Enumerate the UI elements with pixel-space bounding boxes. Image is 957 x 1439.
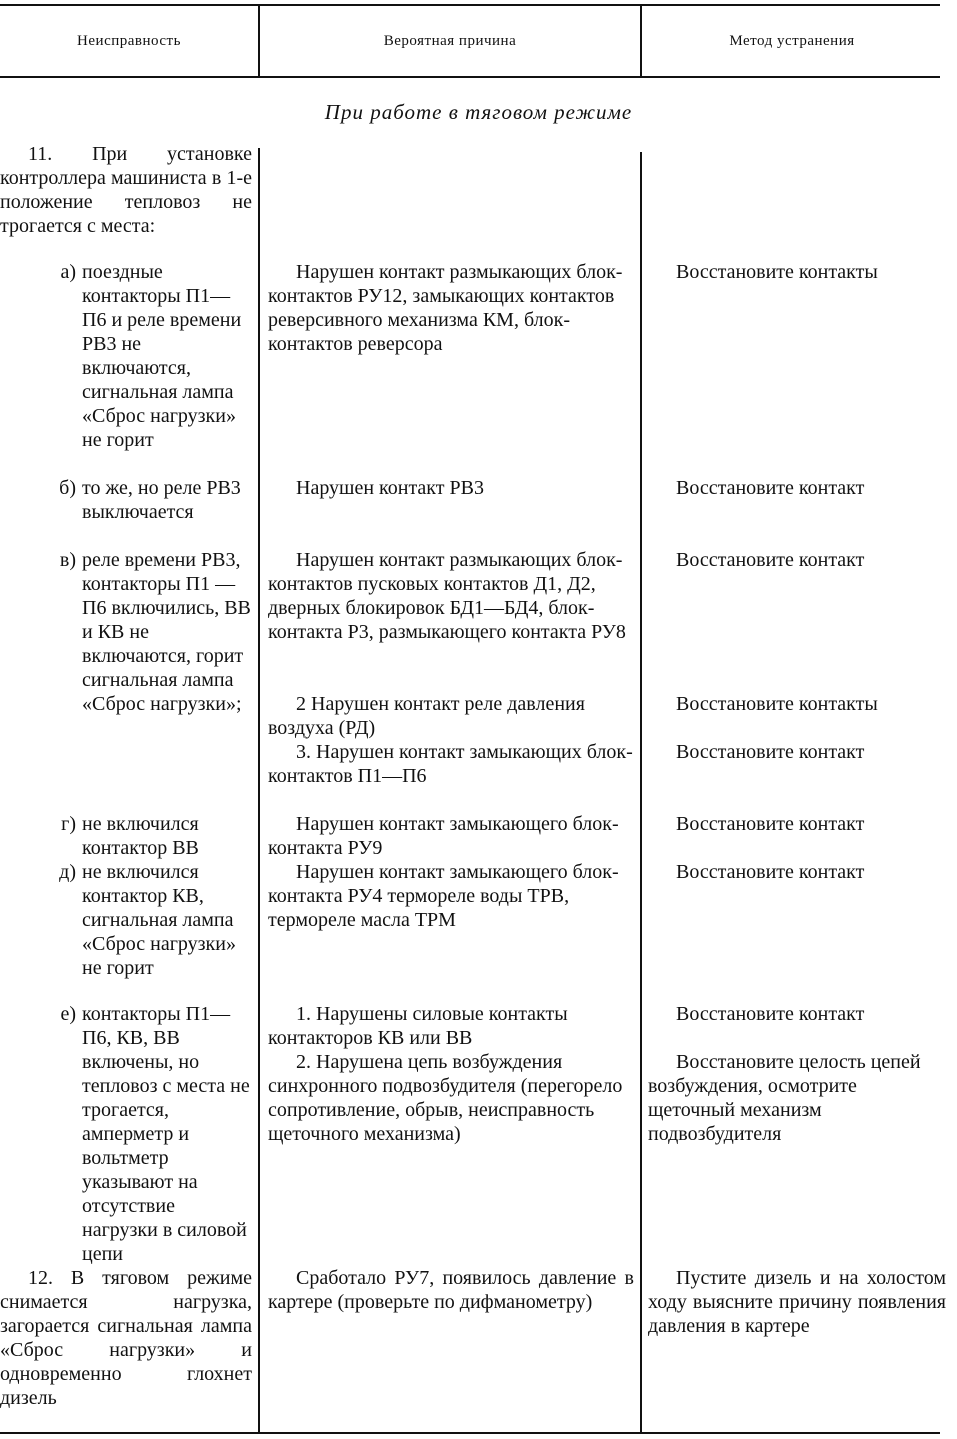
cause-11d: Нарушен контакт замыкающего блок-контакта РУ4 термореле воды ТРВ, термореле масла ТРМ: [268, 861, 619, 931]
cause-11v-1: Нарушен контакт размыкающих блок-контактов пусковых контактов Д1, Д2, дверных блокировок БД1—БД4, блок-контакта Р3, размыкающего контакта РУ8: [268, 549, 626, 643]
remedy-11e-1: Восстановите контакт: [676, 1003, 865, 1025]
cause-11e-2: 2. Нарушена цепь возбуждения синхронного подвозбудителя (перегорело сопротивление, обрыв, неисправность щеточного механизма): [268, 1051, 623, 1145]
remedy-11b: Восстановите контакт: [676, 477, 865, 499]
header-fault: Неисправность: [77, 32, 181, 49]
item-text: не включился контактор ВВ: [82, 813, 199, 859]
remedy-11v-2: Восстановите контакты: [676, 693, 878, 715]
item-text: то же, но реле РВ3 выключается: [82, 477, 241, 523]
cause-11v-2: 2 Нарушен контакт реле давления воздуха (РД): [268, 693, 585, 739]
item-marker: а): [60, 261, 76, 283]
header-remedy: Метод устранения: [729, 32, 855, 49]
item-text: реле времени РВ3, контакторы П1 — П6 включились, ВВ и КВ не включаются, горит сигнальная лампа «Сброс нагрузки»;: [82, 549, 251, 715]
remedy-11v-1: Восстановите контакт: [676, 549, 865, 571]
header-rule: [0, 76, 940, 78]
header-cause: Вероятная причина: [383, 32, 517, 49]
section-title: При работе в тяговом режиме: [324, 100, 633, 124]
bottom-rule: [0, 1432, 940, 1434]
cause-12: Сработало РУ7, появилось давление в картере (проверьте по дифманометру): [268, 1267, 634, 1313]
item-marker: д): [59, 861, 76, 883]
fault-11-lead: 11. При установке контроллера машиниста в 1-е положение тепловоз не трогается с места:: [0, 143, 252, 237]
item-text: поездные контакторы П1—П6 и реле времени РВ3 не включаются, сигнальная лампа «Сброс нагрузки» не горит: [82, 261, 242, 451]
item-text: не включился контактор КВ, сигнальная лампа «Сброс нагрузки» не горит: [82, 861, 236, 979]
column-divider-2: [640, 152, 642, 1432]
fault-12: 12. В тяговом режиме снимается нагрузка, загорается сигнальная лампа «Сброс нагрузки» и одновременно глохнет дизель: [0, 1267, 252, 1409]
cause-11a: Нарушен контакт размыкающих блок-контактов РУ12, замыкающих контактов реверсивного механизма КМ, блок-контактов реверсора: [268, 261, 623, 355]
remedy-11d: Восстановите контакт: [676, 861, 865, 883]
cause-11g: Нарушен контакт замыкающего блок-контакта РУ9: [268, 813, 619, 859]
item-marker: в): [59, 549, 76, 571]
item-marker: б): [59, 477, 76, 499]
cause-11v-3: 3. Нарушен контакт замыкающих блок-контактов П1—П6: [268, 741, 633, 787]
remedy-11v-3: Восстановите контакт: [676, 741, 865, 763]
remedy-11a: Восстановите контакты: [676, 261, 878, 283]
column-divider-1: [258, 148, 260, 1432]
item-text: контакторы П1—П6, КВ, ВВ включены, но тепловоз с места не трогается, амперметр и вольтметр указывают на отсутствие нагрузки в силовой цепи: [82, 1003, 250, 1265]
remedy-12: Пустите дизель и на холостом ходу выясните причину появления давления в картере: [648, 1267, 946, 1337]
top-rule: [0, 4, 940, 6]
item-marker: е): [60, 1003, 76, 1025]
item-marker: г): [61, 813, 76, 835]
cause-11e-1: 1. Нарушены силовые контакты контакторов КВ или ВВ: [268, 1003, 568, 1049]
remedy-11g: Восстановите контакт: [676, 813, 865, 835]
cause-11b: Нарушен контакт РВ3: [296, 477, 484, 499]
remedy-11e-2: Восстановите целость цепей возбуждения, осмотрите щеточный механизм подвозбудителя: [648, 1051, 921, 1145]
